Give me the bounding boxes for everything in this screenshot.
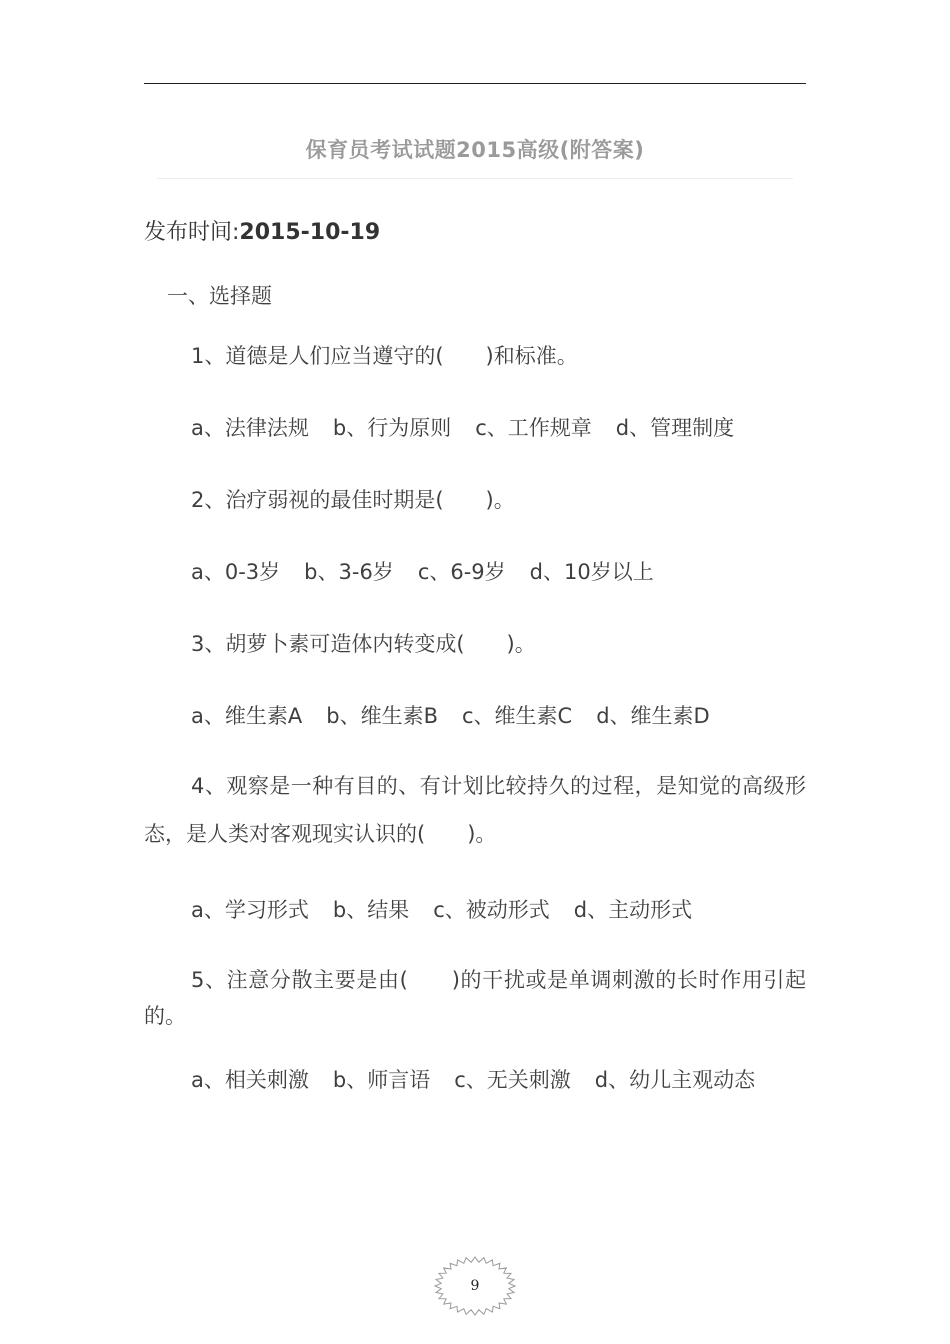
page-number: 9 [470,1278,480,1294]
option-a: a、法律法规 [191,416,309,440]
document-title: 保育员考试试题2015高级(附答案) [305,138,645,162]
publish-date [144,215,380,246]
option-c: c、工作规章 [475,416,592,440]
option-a: a、0-3岁 [191,560,281,584]
publish-date-value: 2015-10-19 [239,220,381,245]
question-1-stem: 1、道德是人们应当遵守的( )和标准。 [191,344,578,368]
section-heading: 一、选择题 [167,284,272,308]
question-3-options [191,700,710,730]
question-4-options [191,894,692,924]
publish-date-label: 发布时间: [144,220,240,245]
option-d: d、维生素D [596,704,710,728]
option-c: c、6-9岁 [417,560,506,584]
option-c: c、被动形式 [433,898,550,922]
question-3-stem: 3、胡萝卜素可造体内转变成( )。 [191,632,536,656]
question-5-options [191,1064,755,1094]
option-b: b、师言语 [332,1068,431,1092]
option-a: a、相关刺激 [191,1068,309,1092]
option-b: b、行为原则 [332,416,452,440]
question-1-options [191,412,734,442]
option-b: b、3-6岁 [304,560,394,584]
question-4-stem: 4、观察是一种有目的、有计划比较持久的过程，是知觉的高级形态，是人类对客观现实认识的( )。 [144,774,806,846]
question-2-options [191,556,654,586]
option-d: d、主动形式 [573,898,693,922]
option-d: d、幼儿主观动态 [594,1068,756,1092]
option-d: d、10岁以上 [529,560,654,584]
option-d: d、管理制度 [615,416,735,440]
option-a: a、学习形式 [191,898,309,922]
question-2-stem: 2、治疗弱视的最佳时期是( )。 [191,488,515,512]
option-a: a、维生素A [191,704,303,728]
option-b: b、维生素B [326,704,438,728]
question-5-stem: 5、注意分散主要是由( )的干扰或是单调刺激的长时作用引起的。 [144,968,806,1028]
option-b: b、结果 [332,898,410,922]
option-c: c、维生素C [461,704,573,728]
title-underline [157,178,793,179]
option-c: c、无关刺激 [454,1068,571,1092]
header-rule [144,83,806,84]
